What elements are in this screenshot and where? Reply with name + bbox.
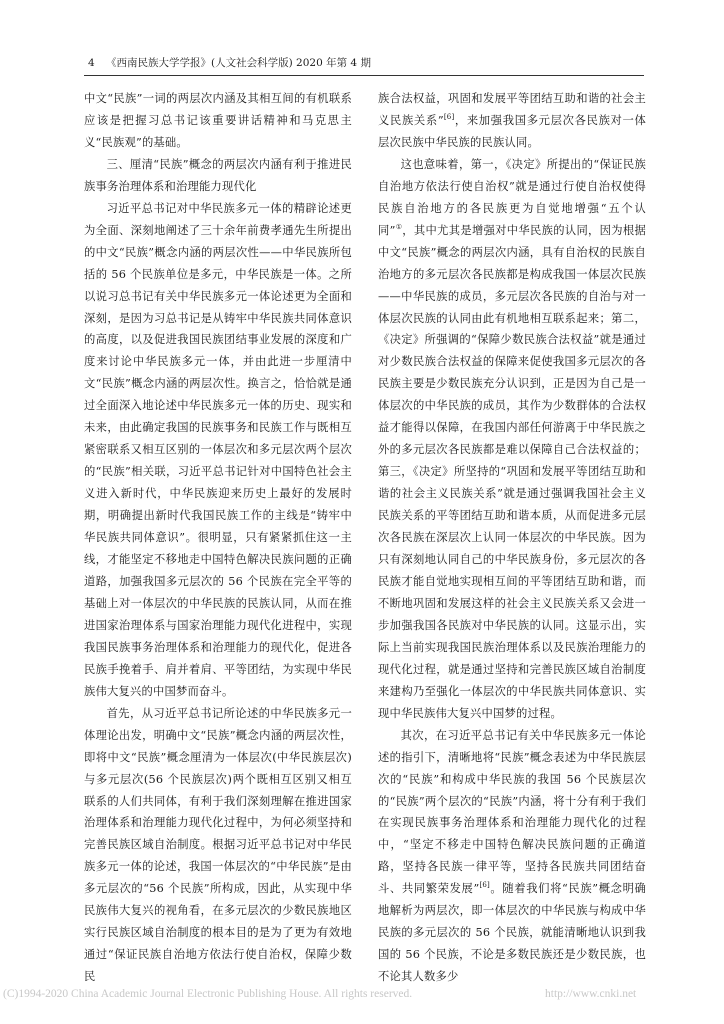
page-number: 4 bbox=[88, 57, 95, 69]
citation-marker[interactable]: [6] bbox=[443, 112, 455, 121]
header-rule bbox=[84, 75, 644, 76]
text-run: 这也意味着，第一，《决定》所提出的“保证民族自治地方依法行使自治权”就是通过行使自治权使得民族自治地方的各民族更为自觉地增强“五个认同” bbox=[378, 157, 646, 237]
left-column bbox=[84, 88, 352, 988]
running-header bbox=[84, 56, 644, 78]
text-run: ，来加强我国多元层次各民族对一体层次民族中华民族的民族认同。 bbox=[378, 113, 646, 149]
right-column bbox=[378, 88, 646, 988]
paragraph bbox=[378, 725, 646, 988]
text-run: 其次，在习近平总书记有关中华民族多元一体论述的指引下，清晰地将“民族”概念表述为中华民族层次的“民族”和构成中华民族的我国 56 个民族层次的“民族”两个层次的“民族”内涵，将十分有利于我们在实现民族事务治理体系和治理能力现代化的过程中，“坚定不移走中国特色解决民族问题的正确道路，坚持各民族一律平等，坚持各民族共同团结奋斗、共同繁荣发展” bbox=[378, 728, 646, 896]
paragraph: 习近平总书记对中华民族多元一体的精辟论述更为全面、深刻地阐述了三十余年前费孝通先生所提出的中文“民族”概念内涵的两层次性——中华民族所包括的 56 个民族单位是多元，中华民族是一体。之所以说习总书记有关中华民族多元一体论述更为全面和深刻，是因为习总书记是从铸牢中华民族共同体意识的高度，以及促进我国民族团结事业发展的深度和广度来讨论中华民族多元一体，并由此进一步厘清中文“民族”概念内涵的两层次性。换言之，恰恰就是通过全面深入地论述中华民族多元一体的历史、现实和未来，由此确定我国的民族事务和民族工作与既相互紧密联系又相互区别的一体层次和多元层次两个层次的“民族”相关联，习近平总书记针对中国特色社会主义进入新时代，中华民族迎来历史上最好的发展时期，明确提出新时代我国民族工作的主线是“铸牢中华民族共同体意识”。很明显，只有紧紧抓住这一主线，才能坚定不移地走中国特色解决民族问题的正确道路，加强我国多元层次的 56 个民族在完全平等的基础上对一体层次的中华民族的民族认同，从而在推进国家治理体系与国家治理能力现代化进程中，实现我国民族事务治理体系和治理能力的现代化，促进各民族手挽着手、肩并着肩、平等团结，为实现中华民族伟大复兴的中国梦而奋斗。 bbox=[84, 201, 352, 698]
footnote-marker[interactable]: ① bbox=[395, 222, 403, 231]
paragraph-continued bbox=[378, 88, 646, 154]
section-heading: 三、厘清“民族”概念的两层次内涵有利于推进民族事务治理体系和治理能力现代化 bbox=[84, 157, 352, 193]
paragraph bbox=[378, 154, 646, 725]
copyright-notice: (C)1994-2020 China Academic Journal Electronic Publishing House. All rights reserved. bbox=[3, 988, 413, 1000]
paragraph: 首先，从习近平总书记所论述的中华民族多元一体理论出发，明确中文“民族”概念内涵的两层次性，即将中文“民族”概念厘清为一体层次(中华民族层次)与多元层次(56 个民族层次)两个既相互区别又相互联系的人们共同体，有利于我们深刻理解在推进国家治理体系和治理能力现代化过程中，为何必须坚持和完善民族区域自治制度。根据习近平总书记对中华民族多元一体的论述，我国一体层次的“中华民族”是由多元层次的“56 个民族”所构成，因此，从实现中华民族伟大复兴的视角看，在多元层次的少数民族地区实行民族区域自治制度的根本目的是为了更为有效地通过“保证民族自治地方依法行使自治权，保障少数民 bbox=[84, 706, 352, 984]
footer-url[interactable]: http://www.cnki.net bbox=[545, 988, 637, 1000]
text-run: ，其中尤其是增强对中华民族的认同，因为根据中文“民族”概念的两层次内涵，具有自治权的民族自治地方的多元层次各民族都是构成我国一体层次民族——中华民族的成员，多元层次各民族的自治与对一体层次民族的认同由此有机地相互联系起来；第二，《决定》所强调的“保障少数民族合法权益”就是通过对少数民族合法权益的保障来促使我国多元层次的各民族主要是少数民族充分认识到，正是因为自己是一体层次的中华民族的成员，其作为少数群体的合法权益才能得以保障，在我国内部任何游离于中华民族之外的多元层次各民族都是难以保障自己合法权益的；第三，《决定》所坚持的“巩固和发展平等团结互助和谐的社会主义民族关系”就是通过强调我国社会主义民族关系的平等团结互助和谐本质，从而促进多元层次各民族在深层次上认同一体层次的中华民族。因为只有深刻地认同自己的中华民族身份，多元层次的各民族才能自觉地实现相互间的平等团结互助和谐，而不断地巩固和发展这样的社会主义民族关系又会进一步加强我国各民族对中华民族的认同。这显示出，实际上当前实现我国民族治理体系以及民族治理能力的现代化过程，就是通过坚持和完善民族区域自治制度来建构乃至强化一体层次的中华民族共同体意识、实现中华民族伟大复兴中国梦的过程。 bbox=[378, 223, 646, 720]
journal-title: 《西南民族大学学报》(人文社会科学版) 2020 年第 4 期 bbox=[106, 57, 371, 69]
citation-marker[interactable]: [6] bbox=[479, 881, 490, 890]
text-run: 。随着我们将“民族”概念明确地解析为两层次，即一体层次的中华民族与构成中华民族的多元层次的 56 个民族，就能清晰地认识到我国的 56 个民族，不论是多数民族还是少数民族，也不论其人数多少 bbox=[378, 882, 646, 984]
text-run: 族合法权益，巩固和发展平等团结互助和谐的社会主义民族关系” bbox=[378, 92, 646, 127]
paragraph-continued: 中文“民族”一词的两层次内涵及其相互间的有机联系应该是把握习总书记该重要讲话精神和马克思主义“民族观”的基础。 bbox=[84, 92, 352, 149]
